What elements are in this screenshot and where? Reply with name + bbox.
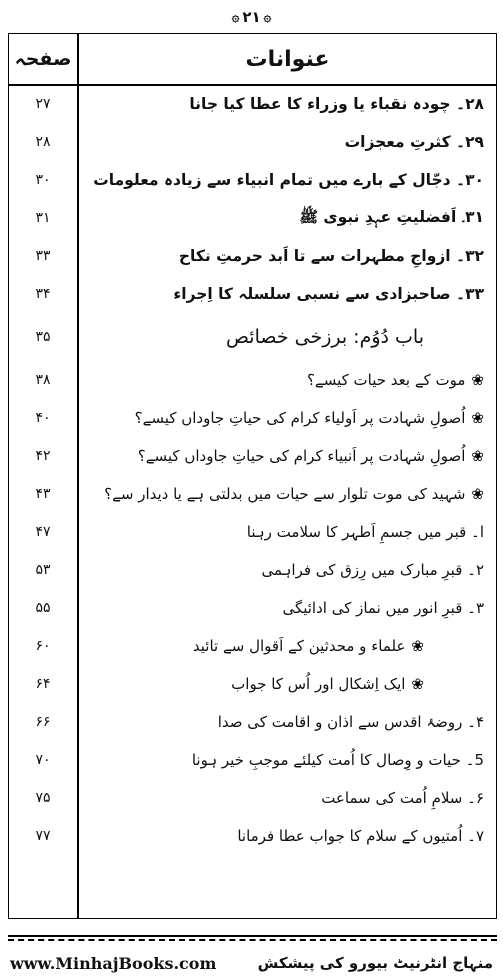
toc-title: ۲۹۔ کثرتِ معجزات — [344, 133, 484, 151]
footer-website-link[interactable]: www.MinhajBooks.com — [10, 953, 217, 973]
toc-page: ۵۳ — [35, 562, 51, 578]
toc-title: ۷۔ اُمتیوں کے سلام کا جواب عطا فرمانا — [237, 827, 484, 845]
toc-title: شہید کی موت تلوار سے حیات میں بدلتی ہے یا دیدار سے؟ — [104, 485, 466, 503]
header-page-column: صفحہ — [14, 48, 72, 70]
toc-row[interactable] — [9, 275, 496, 313]
toc-page: ۴۲ — [35, 448, 51, 464]
toc-title: ۳۲۔ ازواجِ مطہرات سے تا اَبد حرمتِ نکاح — [178, 247, 484, 265]
toc-page: ۴۳ — [35, 486, 51, 502]
toc-title: ۳۰۔ دجّال کے بارے میں تمام انبیاء سے زیادہ معلومات — [93, 171, 484, 189]
page-number — [0, 2, 503, 32]
toc-page: ۳۳ — [35, 248, 51, 264]
toc-section-row[interactable] — [9, 315, 496, 359]
toc-page: ۳۴ — [35, 286, 51, 302]
toc-row[interactable] — [9, 779, 496, 817]
toc-page: ۳۱ — [35, 210, 51, 226]
toc-title: اُصولِ شہادت پر اَولیاء کرام کی حیاتِ جاوداں کیسے؟ — [134, 409, 466, 427]
toc-row[interactable] — [9, 665, 496, 703]
toc-title: ایک اِشکال اور اُس کا جواب — [231, 675, 406, 693]
toc-title: ا۔ قبر میں جسمِ اَطہر کا سلامت رہنا — [246, 523, 484, 541]
toc-row[interactable] — [9, 551, 496, 589]
toc-table — [8, 33, 497, 919]
toc-row[interactable] — [9, 627, 496, 665]
ornament-left-icon: ۞ — [231, 9, 240, 25]
toc-title: ۳۔ قبرِ انور میں نماز کی ادائیگی — [282, 599, 484, 617]
footer-rule-solid — [8, 935, 497, 937]
toc-row[interactable] — [9, 513, 496, 551]
toc-section-title: باب دُوُم: برزخی خصائص — [226, 326, 424, 348]
toc-row[interactable] — [9, 589, 496, 627]
toc-page: ۳۰ — [35, 172, 51, 188]
header-title-column: عنوانات — [245, 46, 330, 72]
toc-title: ۶۔ سلامِ اُمت کی سماعت — [321, 789, 484, 807]
toc-page: ۶۶ — [35, 714, 51, 730]
toc-row[interactable] — [9, 199, 496, 237]
toc-row[interactable] — [9, 741, 496, 779]
toc-row[interactable] — [9, 475, 496, 513]
toc-page: ۴۷ — [35, 524, 51, 540]
toc-row[interactable] — [9, 123, 496, 161]
toc-row[interactable] — [9, 361, 496, 399]
toc-title: ۲۔ قبرِ مبارک میں رِزق کی فراہمی — [261, 561, 484, 579]
toc-page: ۳۵ — [35, 329, 51, 345]
toc-row[interactable] — [9, 437, 496, 475]
flower-bullet-icon: ❀ — [411, 637, 424, 655]
flower-bullet-icon: ❀ — [411, 675, 424, 693]
flower-bullet-icon: ❀ — [471, 447, 484, 465]
toc-title: 5۔ حیات و وِصال کا اُمت کیلئے موجبِ خیر ہونا — [191, 751, 484, 769]
toc-row[interactable] — [9, 161, 496, 199]
toc-page: ۷۰ — [35, 752, 51, 768]
toc-row[interactable] — [9, 399, 496, 437]
toc-title: علماء و محدثین کے اَقوال سے تائید — [192, 637, 406, 655]
toc-page: ۶۴ — [35, 676, 51, 692]
footer-credit: منہاج انٹرنیٹ بیورو کی پیشکش — [257, 954, 493, 972]
flower-bullet-icon: ❀ — [471, 409, 484, 427]
toc-row[interactable] — [9, 703, 496, 741]
flower-bullet-icon: ❀ — [471, 485, 484, 503]
toc-page: ۵۵ — [35, 600, 51, 616]
toc-page: ۶۰ — [35, 638, 51, 654]
toc-title: ۲۸۔ چودہ نقباء یا وزراء کا عطا کیا جانا — [189, 95, 484, 113]
ornament-right-icon: ۞ — [263, 9, 272, 25]
toc-page: ۲۷ — [35, 96, 51, 112]
toc-row[interactable] — [9, 85, 496, 123]
toc-page: ۳۸ — [35, 372, 51, 388]
toc-row[interactable] — [9, 817, 496, 855]
toc-row[interactable] — [9, 237, 496, 275]
toc-title: موت کے بعد حیات کیسے؟ — [306, 371, 466, 389]
toc-title: ۴۔ روضۂ اقدس سے اذان و اقامت کی صدا — [217, 713, 484, 731]
toc-title: ۳۱۔ اَفضلیتِ عہدِ نبوی ﷺ — [299, 207, 484, 226]
page-number-value: ۲۱ — [242, 8, 261, 26]
toc-title: ۳۳۔ صاحبزادی سے نسبی سلسلہ کا اِجراء — [173, 285, 484, 303]
toc-title: اُصولِ شہادت پر اَنبیاء کرام کی حیاتِ جاوداں کیسے؟ — [137, 447, 466, 465]
footer-rule-dashed — [8, 939, 497, 941]
flower-bullet-icon: ❀ — [471, 371, 484, 389]
toc-page: ۷۷ — [35, 828, 51, 844]
toc-page: ۲۸ — [35, 134, 51, 150]
toc-page: ۴۰ — [35, 410, 51, 426]
toc-page: ۷۵ — [35, 790, 51, 806]
